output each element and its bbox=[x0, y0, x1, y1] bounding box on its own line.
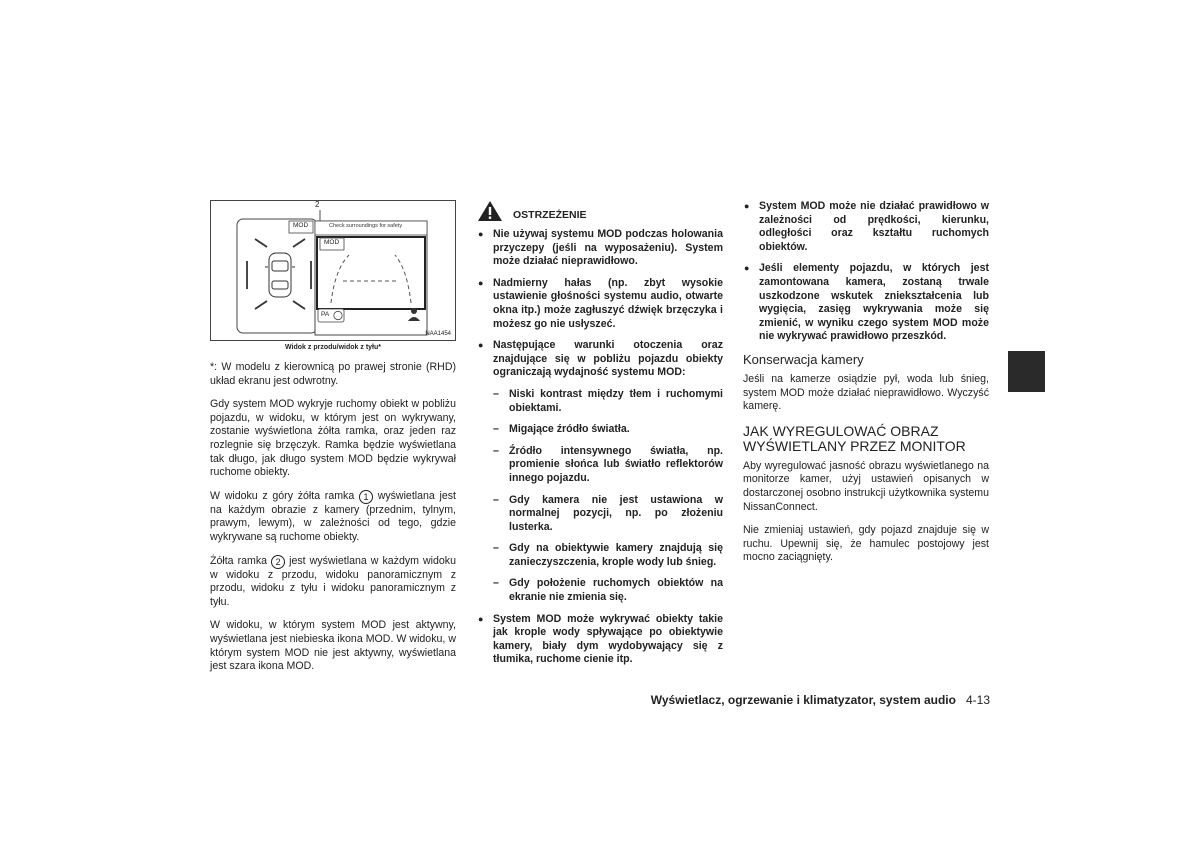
condition-item: – Niski kontrast między tłem i ruchomymi obiektami. bbox=[493, 388, 723, 415]
warning-header bbox=[477, 200, 723, 222]
warning-triangle-icon bbox=[477, 200, 503, 222]
text-yellow-a: Żółta ramka bbox=[210, 554, 268, 567]
camera-display-figure bbox=[210, 200, 456, 341]
column-right bbox=[743, 200, 989, 575]
text-top-view-a: W widoku z góry żółta ramka bbox=[210, 489, 355, 502]
paragraph-top-view bbox=[210, 490, 456, 545]
banner-text: Check surroundings for safety bbox=[329, 223, 403, 229]
paragraph-mod-detect: Gdy system MOD wykryje ruchomy obiekt w pobliżu pojazdu, w widoku, w którym jest on wykrywany, zostanie wyświetlona żółta ramka, oraz jeden raz rozlegnie się brzęczyk. Ramka będzie wyświetlana tak długo, jak długo system MOD będzie wykrywał ruchome obiekty. bbox=[210, 398, 456, 479]
mod-label-left: MOD bbox=[293, 222, 309, 229]
text-top-view-b: wyświetlana jest na każdym obrazie z kamery (przednim, tylnym, prawym, lewym), w zależności od tego, gdzie wykrywane są ruchome obiekty. bbox=[210, 489, 456, 543]
warning-item-towing: ● Nie używaj systemu MOD podczas holowania przyczepy (jeśli na wyposażeniu). System może działać nieprawidłowo. bbox=[477, 228, 723, 269]
conditions-list bbox=[493, 388, 723, 605]
warning-title: OSTRZEŻENIE bbox=[513, 209, 587, 221]
adjust-monitor-text: Aby wyregulować jasność obrazu wyświetlanego na monitorze kamer, użyj ustawień opisanych w dostarczonej osobno instrukcji użytkownika systemu NissanConnect. bbox=[743, 459, 989, 513]
settings-icon bbox=[334, 311, 342, 319]
chapter-tab bbox=[1008, 351, 1045, 392]
text-yellow-b: jest wyświetlana w każdym widoku w widoku z przodu, widoku panoramicznym z przodu, widoku z tyłu i widoku panoramicznym z tyłu. bbox=[210, 554, 456, 608]
page-number: 4-13 bbox=[965, 693, 990, 707]
pa-label: PA bbox=[321, 311, 330, 318]
warning-item-damage: ● Jeśli elementy pojazdu, w których jest zamontowana kamera, zostaną trwale uszkodzone wskutek zniekształcenia lub wygięcia, zasięg wykrywania może się zmienić, w wyniku czego system MOD może nie wykrywać prawidłowo przeszkód. bbox=[743, 262, 989, 344]
condition-item: – Migające źródło światła. bbox=[493, 423, 723, 437]
condition-item: – Gdy na obiektywie kamery znajdują się zanieczyszczenia, krople wody lub śnieg. bbox=[493, 542, 723, 569]
callout-number: 2 bbox=[315, 200, 320, 209]
warning-item-speed: ● System MOD może nie działać prawidłowo w zależności od prędkości, kierunku, odległości oraz kształtu ruchomych obiektów. bbox=[743, 200, 989, 254]
callout-circle-2: 2 bbox=[271, 555, 285, 569]
figure-code: NAA1454 bbox=[425, 331, 451, 337]
figure-caption: Widok z przodu/widok z tyłu* bbox=[285, 344, 381, 351]
paragraph-mod-icon: W widoku, w którym system MOD jest aktywny, wyświetlana jest niebieska ikona MOD. W widoku, w którym system MOD nie jest aktywny, wyświetlana jest szara ikona MOD. bbox=[210, 619, 456, 673]
warning-item-false-detect: ● System MOD może wykrywać obiekty takie jak krople wody spływające po obiektywie kamery, biały dym wydobywający się z tłumika, ruchome cienie itp. bbox=[477, 613, 723, 667]
conditions-intro: Następujące warunki otoczenia oraz znajdujące się w pobliżu pojazdu obiekty ograniczają wydajność systemu MOD: bbox=[493, 339, 723, 379]
page-footer bbox=[600, 693, 990, 707]
paragraph-yellow-frame bbox=[210, 555, 456, 610]
camera-maintenance-text: Jeśli na kamerze osiądzie pył, woda lub śnieg, system MOD może działać nieprawidłowo. Wyczyść kamerę. bbox=[743, 372, 989, 413]
callout-circle-1: 1 bbox=[359, 490, 373, 504]
camera-maintenance-heading: Konserwacja kamery bbox=[743, 351, 864, 367]
warning-list-continued bbox=[743, 200, 989, 344]
mod-label-right: MOD bbox=[324, 239, 340, 246]
condition-item: – Gdy położenie ruchomych obiektów na ekranie nie zmienia się. bbox=[493, 577, 723, 604]
adjust-monitor-heading: JAK WYREGULOWAĆ OBRAZ WYŚWIETLANY PRZEZ MONITOR bbox=[743, 422, 966, 454]
condition-item: – Gdy kamera nie jest ustawiona w normalnej pozycji, np. po złożeniu lusterka. bbox=[493, 494, 723, 535]
warning-item-conditions bbox=[477, 339, 723, 605]
condition-item: – Źródło intensywnego światła, np. promienie słońca lub światło reflektorów innego pojazdu. bbox=[493, 445, 723, 486]
chapter-title: Wyświetlacz, ogrzewanie i klimatyzator, system audio bbox=[650, 693, 956, 707]
column-middle bbox=[477, 200, 723, 675]
column-left bbox=[210, 361, 456, 684]
rhd-note: *: W modelu z kierownicą po prawej stronie (RHD) układ ekranu jest odwrotny. bbox=[210, 361, 456, 387]
adjust-warning-text: Nie zmieniaj ustawień, gdy pojazd znajduje się w ruchu. Upewnij się, że hamulec postojowy jest mocno zaciągnięty. bbox=[743, 524, 989, 564]
warning-item-noise: ● Nadmierny hałas (np. zbyt wysokie ustawienie głośności systemu audio, otwarte okna itp.) może zagłuszyć dźwięk brzęczyka i możesz go nie usłyszeć. bbox=[477, 277, 723, 331]
warning-list bbox=[477, 228, 723, 667]
